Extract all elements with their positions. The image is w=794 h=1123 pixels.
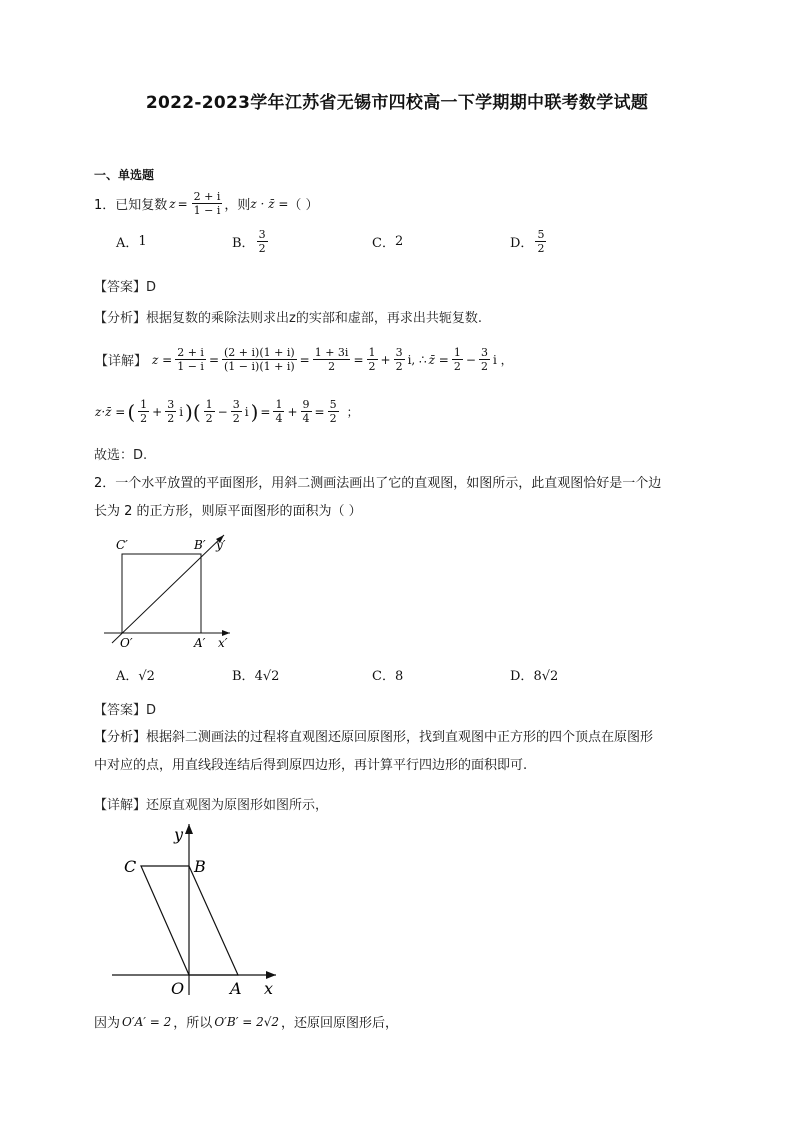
q1-option-a: A． 1: [116, 234, 147, 251]
q2-option-a: A．√2: [116, 669, 155, 684]
label-a: A: [230, 979, 242, 998]
q2-detail: 【详解】还原直观图为原图形如图所示，: [94, 798, 329, 813]
q1-option-b: B． $\frac{3}{2}$: [232, 228, 266, 255]
q1-option-d: D． $\frac{5}{2}$: [510, 228, 545, 255]
oblique-view-figure: [98, 533, 248, 653]
q1-detail-line2: z·z̄ = ( $\frac{1}{2}$ + $\frac{3}{2}$ i )( $\frac{1}{2}$ − $\frac{3}{2}$ i ) = $\frac{1}{4}$ + $\frac{9}{4}$ = $\frac{5}{2}$ ；: [95, 398, 359, 425]
label-o: O: [171, 979, 185, 998]
q2-option-d: D．8√2: [510, 669, 559, 684]
q2-stem-line1: 2．一个水平放置的平面图形，用斜二测画法画出了它的直观图，如图所示，此直观图恰好是一个边: [94, 476, 662, 491]
q1-stem-mid: ，则: [224, 198, 251, 213]
label-y-prime: y′: [216, 538, 226, 552]
label-y: y: [174, 825, 184, 844]
q1-conclusion: 故选：D.: [94, 448, 148, 463]
label-b: B: [194, 857, 206, 876]
q1-fraction: $\frac{2 + i}{1 - i}$: [193, 190, 221, 217]
original-figure: [108, 820, 288, 1000]
page-title: 2022-2023学年江苏省无锡市四校高一下学期期中联考数学试题: [145, 93, 649, 113]
q2-last-line: 因为 O′A′ = 2 ，所以 O′B′ = 2√2 ，还原回原图形后，: [94, 1014, 399, 1031]
q2-analysis: 【分析】根据斜二测画法的过程将直观图还原回原图形，找到直观图中正方形的四个顶点在原图形 中对应的点，用直线段连结后得到原四边形，再计算平行四边形的面积即可.: [94, 730, 654, 773]
q2-option-c: C．8: [372, 669, 404, 684]
q1-stem: 1．已知复数 z = $\frac{2 + i}{1 - i}$ ，则 z · z̄ = （ ）: [94, 190, 319, 217]
q2-option-b: B．4√2: [232, 669, 280, 684]
q2-stem-line2: 长为 2 的正方形，则原平面图形的面积为（ ）: [94, 504, 362, 519]
q1-z: z: [169, 196, 176, 211]
label-c: C: [124, 857, 137, 876]
q1-zzbar: z · z̄ =: [250, 196, 289, 211]
label-a-prime: A′: [194, 636, 206, 650]
section-heading: 一、单选题: [94, 168, 155, 182]
y-axis-arrow-icon: [185, 824, 193, 834]
y-axis-prime: [112, 535, 224, 643]
q2-answer: 【答案】D: [94, 703, 157, 718]
q1-stem-prefix: 1．已知复数: [94, 198, 168, 213]
q1-option-c: C． 2: [372, 234, 404, 251]
q2-stem: [94, 470, 661, 526]
q1-answer: 【答案】D: [94, 280, 157, 295]
x-axis-arrow-icon: [266, 971, 276, 979]
q1-paren: （ ）: [288, 198, 319, 213]
label-b-prime: B′: [194, 538, 206, 552]
label-c-prime: C′: [116, 538, 128, 552]
label-x: x: [264, 979, 274, 998]
label-o-prime: O′: [120, 636, 133, 650]
square: [122, 554, 201, 633]
label-x-prime: x′: [218, 636, 228, 650]
q1-detail-line1: 【详解】 z = $\frac{2 + i}{1 - i}$ = $\frac{(2 + i)(1 + i)}{(1 - i)(1 + i)}$ = $\frac{1 + 3i}{2}$ = $\frac{1}{2}$ + $\frac{3}{2}$ i, ∴ z̄ = $\frac{1}{2}$ − $\frac{3}{2}$ i ，: [95, 346, 513, 373]
q1-analysis: 【分析】根据复数的乘除法则求出z的实部和虚部，再求出共轭复数.: [94, 311, 482, 326]
